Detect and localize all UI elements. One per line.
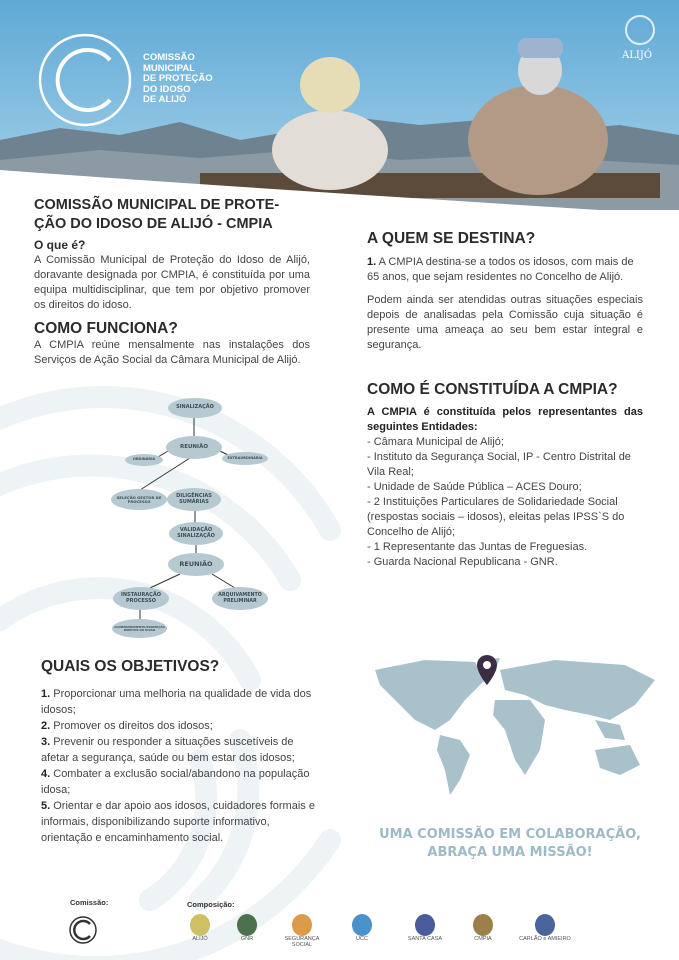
objective-item [41,734,316,766]
composition-label: Composição: [187,900,235,909]
item-number: 4. [41,768,51,780]
slogan-line: UMA COMISSÃO EM COLABORAÇÃO, [379,827,641,842]
constitution-list [367,435,643,570]
objective-item [41,766,316,798]
target-title: A QUEM SE DESTINA? [367,230,536,247]
flow-node-validacao: VALIDAÇÃO SINALIZAÇÃO [169,522,223,545]
item-text: Prevenir ou responder a situações suscetíveis de afetar a segurança, saúde ou bem estar dos idosos; [41,736,295,764]
flow-node-diligencias: DILIGÊNCIAS SUMÁRIAS [167,488,221,511]
target-extra: Podem ainda ser atendidas outras situações especiais depois de analisadas pela Comissão cuja situação é presente uma ameaça ao seu bem estar integral e segurança. [367,294,643,351]
item-text: A CMPIA destina-se a todos os idosos, com mais de 65 anos, que sejam residentes no Concelho de Alijó. [367,256,634,283]
logo-emblem-icon [292,914,312,936]
partner-logo [455,914,511,942]
item-number: 2. [41,720,51,732]
constitution-item: - 2 Instituições Particulares de Solidariedade Social (respostas sociais – idosos), eleitas pelas IPSS`S do Concelho de Alijó; [367,496,625,538]
partner-logo [517,914,573,942]
item-text: Promover os direitos dos idosos; [50,720,213,732]
logo-emblem-icon [190,914,210,936]
what-label: O que é? [34,238,86,252]
partner-logo [274,914,330,948]
flow-node-extraordinaria: EXTRAORDINÁRIA [222,452,268,465]
what-text: A Comissão Municipal de Proteção do Idoso de Alijó, doravante designada por CMPIA, é constituída por uma equipa multidisciplinar, que tem por objetivo promover os direitos do idoso. [34,254,310,311]
constitution-intro: A CMPIA é constituída pelos representantes das seguintes Entidades: [367,406,643,433]
objective-item [41,686,316,718]
alijo-logo: ALIJÓ [622,50,653,61]
flow-node-reuniao: REUNIÃO [166,436,222,459]
logo-line: COMISSÃO [143,52,195,63]
logo-text: SEGURANÇA SOCIAL [284,936,320,949]
objectives-title: QUAIS OS OBJETIVOS? [41,658,220,675]
constitution-item: - Câmara Municipal de Alijó; [367,436,504,448]
constitution-title: COMO É CONSTITUÍDA A CMPIA? [367,381,618,398]
logo-line: DO IDOSO [143,83,191,95]
constitution-item: - Guarda Nacional Republicana - GNR. [367,556,558,568]
logo-emblem-icon [237,914,257,936]
logo-text: SANTA CASA [407,936,443,942]
how-title: COMO FUNCIONA? [34,320,178,337]
item-number: 1. [367,256,377,268]
logo-emblem-icon [473,914,493,936]
item-number: 3. [41,736,51,748]
flow-node-ordinaria: ORDINÁRIA [125,454,163,466]
partner-logo [334,914,390,942]
flow-node-arquivamento: ARQUIVAMENTO PRELIMINAR [212,587,268,610]
slogan-line: ABRAÇA UMA MISSÃO! [427,845,593,860]
flow-node-acompanhamento: ACOMPANHAMENTO/PROMOÇÃO DIREITOS DO IDOSO [112,619,167,638]
logo-line: DE ALIJÓ [143,94,187,105]
logo-text: UCC [356,936,368,942]
item-text: Combater a exclusão social/abandono na população idosa; [41,768,310,796]
item-text: Proporcionar uma melhoria na qualidade de vida dos idosos; [41,688,312,716]
title-line: ÇÃO DO IDOSO DE ALIJÓ - CMPIA [34,216,273,232]
flow-node-reuniao-2: REUNIÃO [168,553,224,576]
target-item [367,255,643,285]
logo-text: GNR [240,936,254,942]
item-text: Orientar e dar apoio aos idosos, cuidadores formais e informais, disponibilizando suporte informativo, orientação e encaminhamento social. [41,800,315,844]
partner-logo [397,914,453,942]
objective-item [41,798,316,846]
how-text: A CMPIA reúne mensalmente nas instalações dos Serviços de Ação Social da Câmara Municipal de Alijó. [34,339,310,366]
logo-line: MUNICIPAL [143,62,196,74]
cmpia-logo-icon [68,915,100,945]
commission-label: Comissão: [70,898,109,907]
logo-emblem-icon [415,914,435,936]
partner-logo [219,914,275,942]
logo-text: CARLÃO e AMIEIRO [519,936,571,942]
item-number: 1. [41,688,51,700]
constitution-item: - Instituto da Segurança Social, IP - Centro Distrital de Vila Real; [367,451,631,478]
item-number: 5. [41,800,51,812]
flow-node-sinalizacao: SINALIZAÇÃO [168,398,222,418]
objectives-list [41,686,316,846]
logo-line: DE PROTEÇÃO [143,73,213,84]
title-line: COMISSÃO MUNICIPAL DE PROTE- [34,197,280,213]
constitution-item: - 1 Representante das Juntas de Freguesias. [367,541,588,553]
logo-text: ALIJÓ [192,936,208,942]
constitution-item: - Unidade de Saúde Pública – ACES Douro; [367,481,582,493]
slogan [360,826,660,862]
flow-node-selecao-gestor: SELEÇÃO GESTOR DE PROCESSO [111,489,167,510]
logo-emblem-icon [535,914,555,936]
world-map [365,650,665,800]
logo-emblem-icon [352,914,372,936]
logo-text: CMPIA [474,936,492,942]
objective-item [41,718,316,734]
flow-node-instauracao: INSTAURAÇÃO PROCESSO [113,587,169,610]
